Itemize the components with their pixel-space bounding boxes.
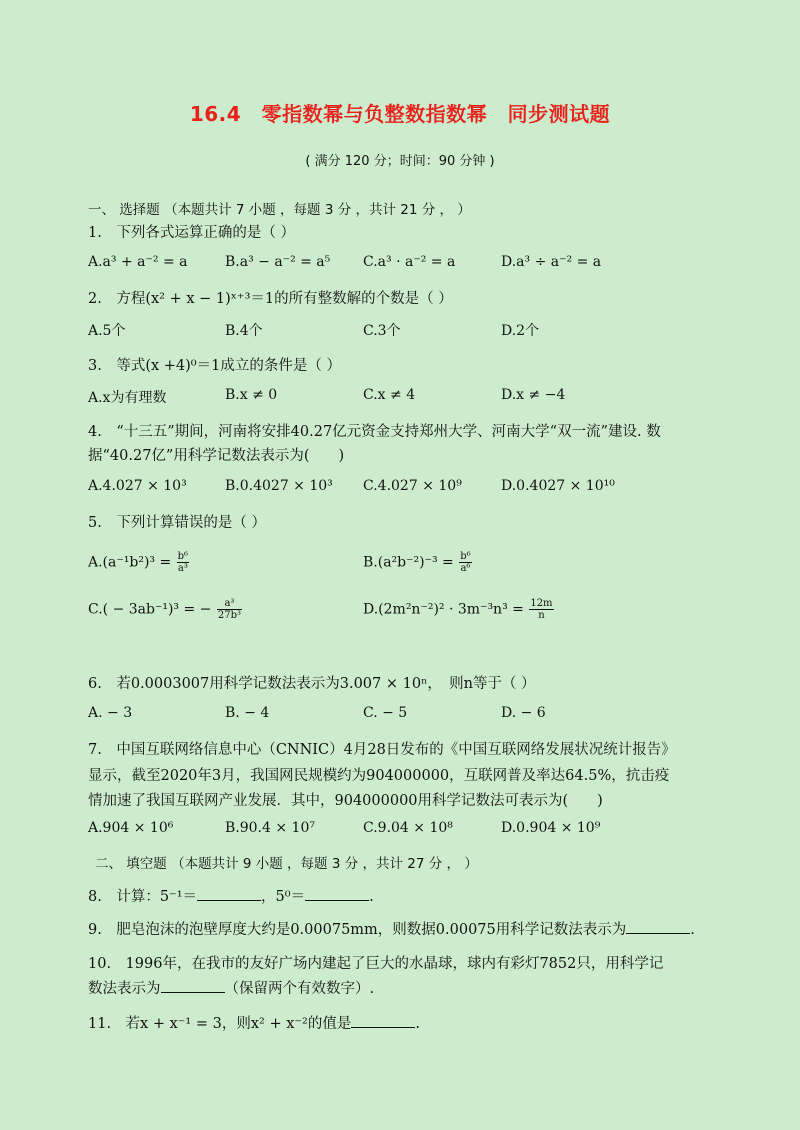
question-10-text-3: （保留两个有效数字）. xyxy=(224,981,375,997)
fraction-numerator: b⁶ xyxy=(460,551,471,562)
question-1-option-c: C.a³ · a⁻² = a xyxy=(363,254,456,270)
page-title: 16.4 零指数幂与负整数指数幂 同步测试题 xyxy=(189,102,611,126)
question-7-stem-line-1: 7. 中国互联网络信息中心（CNNIC）4月28日发布的《中国互联网络发展状况统计报告》 xyxy=(88,742,676,758)
question-7-option-b: B.90.4 × 10⁷ xyxy=(225,820,315,836)
option-b-fraction xyxy=(459,551,471,574)
question-10-text-2: 数法表示为 xyxy=(88,981,161,997)
question-10-line-2 xyxy=(88,977,374,998)
answer-blank[interactable] xyxy=(305,886,369,901)
question-9-text-2: . xyxy=(690,922,695,938)
option-c-expression: C.( − 3ab⁻¹)³ = − xyxy=(88,601,212,618)
answer-blank[interactable] xyxy=(161,978,225,993)
question-4-option-d: D.0.4027 × 10¹⁰ xyxy=(501,478,615,494)
option-c-fraction xyxy=(217,598,242,621)
question-10-line-1: 10. 1996年，在我市的友好广场内建起了巨大的水晶球，球内有彩灯7852只，用科学记 xyxy=(88,956,664,972)
question-2-option-b: B.4个 xyxy=(225,323,263,339)
section-heading-choice: 一、 选择题 （本题共计 7 小题 ，每题 3 分 ，共计 21 分 ， ） xyxy=(88,202,471,218)
question-5-option-c xyxy=(88,598,243,621)
question-1-stem: 1. 下列各式运算正确的是（ ） xyxy=(88,225,295,241)
fraction-numerator: b⁶ xyxy=(177,551,189,562)
option-d-expression: D.(2m²n⁻²)² · 3m⁻³n³ = xyxy=(363,601,524,618)
page-subtitle: ( 满分 120 分；时间：90 分钟 ) xyxy=(305,154,495,169)
question-2-option-d: D.2个 xyxy=(501,323,540,339)
option-a-fraction xyxy=(177,551,189,574)
question-5-stem: 5. 下列计算错误的是（ ） xyxy=(88,515,266,531)
option-b-expression: B.(a²b⁻²)⁻³ = xyxy=(363,554,454,571)
question-4-option-a: A.4.027 × 10³ xyxy=(88,478,187,494)
question-5-option-a xyxy=(88,551,190,574)
question-7-stem-line-2: 显示，截至2020年3月，我国网民规模约为904000000，互联网普及率达64.5%，抗击疫 xyxy=(88,768,670,784)
question-8 xyxy=(88,885,374,906)
question-6-option-d: D. − 6 xyxy=(501,705,546,721)
section-heading-fill-in: 二、 填空题 （本题共计 9 小题 ，每题 3 分 ，共计 27 分 ， ） xyxy=(95,856,478,872)
question-2-option-a: A.5个 xyxy=(88,323,126,339)
question-7-stem-line-3: 情加速了我国互联网产业发展．其中，904000000用科学记数法可表示为( ) xyxy=(88,793,603,809)
question-6-option-b: B. − 4 xyxy=(225,705,270,721)
question-5-option-d xyxy=(363,598,555,621)
question-2-stem: 2. 方程(x² + x − 1)ˣ⁺³＝1的所有整数解的个数是（ ） xyxy=(88,291,453,307)
question-4-option-b: B.0.4027 × 10³ xyxy=(225,478,333,494)
option-d-fraction xyxy=(529,598,553,621)
question-8-text-3: . xyxy=(369,889,374,905)
fraction-denominator: 27b³ xyxy=(217,610,242,621)
question-6-stem: 6. 若0.0003007用科学记数法表示为3.007 × 10ⁿ， 则n等于（ ） xyxy=(88,676,536,692)
fraction-denominator: a⁶ xyxy=(460,563,471,574)
fraction-denominator: a³ xyxy=(177,563,188,574)
question-7-option-a: A.904 × 10⁶ xyxy=(88,820,174,836)
question-9-text-1: 9. 肥皂泡沫的泡壁厚度大约是0.00075mm，则数据0.00075用科学记数法表示为 xyxy=(88,922,627,938)
question-1-option-a: A.a³ + a⁻² = a xyxy=(88,254,188,270)
answer-blank[interactable] xyxy=(626,919,690,934)
question-3-stem: 3. 等式(x +4)⁰＝1成立的条件是（ ） xyxy=(88,358,341,374)
question-5-option-b xyxy=(363,551,473,574)
question-4-stem-line-2: 据“40.27亿”用科学记数法表示为( ) xyxy=(88,448,345,464)
fraction-numerator: 12m xyxy=(530,598,553,609)
answer-blank[interactable] xyxy=(351,1013,415,1028)
question-8-text-1: 8. 计算：5⁻¹＝ xyxy=(88,889,198,905)
question-2-option-c: C.3个 xyxy=(363,323,401,339)
fraction-denominator: n xyxy=(538,610,545,621)
question-8-text-2: ，5⁰＝ xyxy=(261,889,306,905)
question-4-stem-line-1: 4. “十三五”期间，河南将安排40.27亿元资金支持郑州大学、河南大学“双一流”建设. 数 xyxy=(88,424,661,440)
question-11-text-1: 11. 若x + x⁻¹ = 3，则x² + x⁻²的值是 xyxy=(88,1016,352,1032)
question-4-option-c: C.4.027 × 10⁹ xyxy=(363,478,462,494)
question-11-text-2: . xyxy=(415,1016,420,1032)
fraction-numerator: a³ xyxy=(217,598,242,610)
question-1-option-b: B.a³ − a⁻² = a⁵ xyxy=(225,254,331,270)
question-6-option-c: C. − 5 xyxy=(363,705,408,721)
question-3-option-a: A.x为有理数 xyxy=(88,390,167,406)
question-1-option-d: D.a³ ÷ a⁻² = a xyxy=(501,254,602,270)
question-6-option-a: A. − 3 xyxy=(88,705,133,721)
question-3-option-b: B.x ≠ 0 xyxy=(225,387,278,403)
question-9 xyxy=(88,918,695,939)
question-11 xyxy=(88,1012,420,1033)
answer-blank[interactable] xyxy=(197,886,261,901)
question-3-option-d: D.x ≠ −4 xyxy=(501,387,566,403)
option-a-expression: A.(a⁻¹b²)³ = xyxy=(88,554,172,571)
question-3-option-c: C.x ≠ 4 xyxy=(363,387,416,403)
question-7-option-c: C.9.04 × 10⁸ xyxy=(363,820,453,836)
question-7-option-d: D.0.904 × 10⁹ xyxy=(501,820,601,836)
